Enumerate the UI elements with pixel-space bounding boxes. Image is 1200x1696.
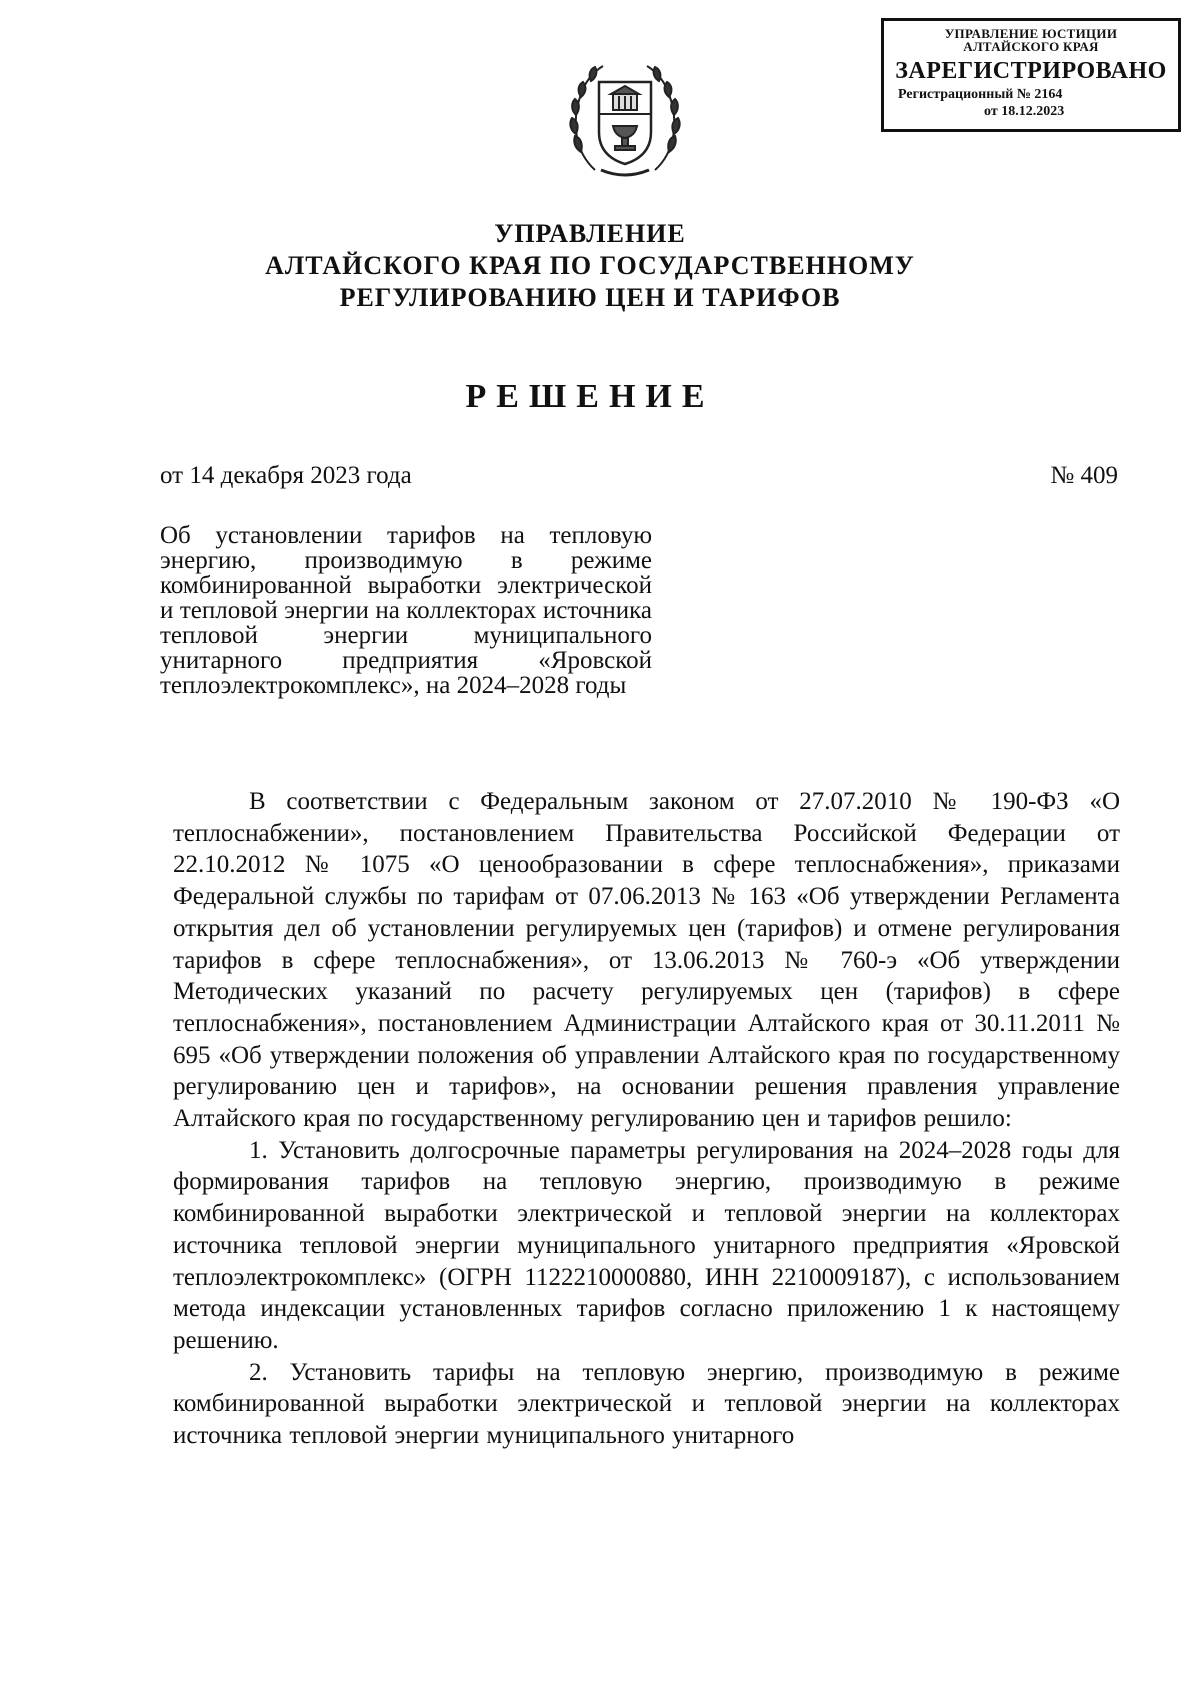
header-line2: АЛТАЙСКОГО КРАЯ ПО ГОСУДАРСТВЕННОМУ: [265, 251, 915, 280]
header-line1: УПРАВЛЕНИЕ: [494, 219, 686, 248]
organization-header: [240, 218, 940, 314]
document-body: [173, 786, 1120, 1452]
stamp-org-line1: УПРАВЛЕНИЕ ЮСТИЦИИ: [944, 26, 1118, 41]
body-item-1: 1. Установить долгосрочные параметры регулирования на 2024–2028 годы для формирования тарифов на тепловую энергию, производимую в режиме комбинированной выработки электрической и тепловой энергии на коллекторах источника тепловой энергии муниципального унитарного предприятия «Яровской теплоэлектрокомплекс» (ОГРН 1122210000880, ИНН 2210009187), с использованием метода индексации установленных тарифов согласно приложению 1 к настоящему решению.: [173, 1136, 1120, 1354]
body-preamble: В соответствии с Федеральным законом от 27.07.2010 № 190-ФЗ «О теплоснабжении», постановлением Правительства Российской Федерации от 22.10.2012 № 1075 «О ценообразовании в сфере теплоснабжения», приказами Федеральной службы по тарифам от 07.06.2013 № 163 «Об утверждении Регламента открытия дел об установлении регулируемых цен (тарифов) и отмене регулирования тарифов в сфере теплоснабжения», от 13.06.2013 № 760-э «Об утверждении Методических указаний по расчету регулируемых цен (тарифов) в сфере теплоснабжения», постановлением Администрации Алтайского края от 30.11.2011 № 695 «Об утверждении положения об управлении Алтайского края по государственному регулированию цен и тарифов», на основании решения правления управление Алтайского края по государственному регулированию цен и тарифов решило:: [173, 788, 1120, 1133]
stamp-title: ЗАРЕГИСТРИРОВАНО: [895, 58, 1167, 84]
registration-stamp: [881, 18, 1181, 132]
body-item-2: 2. Установить тарифы на тепловую энергию, производимую в режиме комбинированной выработки электрической и тепловой энергии на коллекторах источника тепловой энергии муниципального унитарного: [173, 1358, 1120, 1450]
document-number: № 409: [1050, 462, 1118, 489]
stamp-reg-number: Регистрационный № 2164: [898, 87, 1063, 102]
document-date: от 14 декабря 2023 года: [160, 462, 412, 489]
header-line3: РЕГУЛИРОВАНИЮ ЦЕН И ТАРИФОВ: [339, 283, 841, 312]
document-subject: Об установлении тарифов на тепловую энергию, производимую в режиме комбинированной выработки электрической и тепловой энергии на коллекторах источника тепловой энергии муниципального унитарного предприятия «Яровской теплоэлектрокомплекс», на 2024–2028 годы: [160, 522, 652, 699]
stamp-reg-date: от 18.12.2023: [984, 104, 1065, 119]
stamp-org-line2: АЛТАЙСКОГО КРАЯ: [963, 39, 1099, 54]
document-type-title: РЕШЕНИЕ: [465, 378, 715, 415]
altai-krai-coat-of-arms-icon: [565, 52, 685, 182]
